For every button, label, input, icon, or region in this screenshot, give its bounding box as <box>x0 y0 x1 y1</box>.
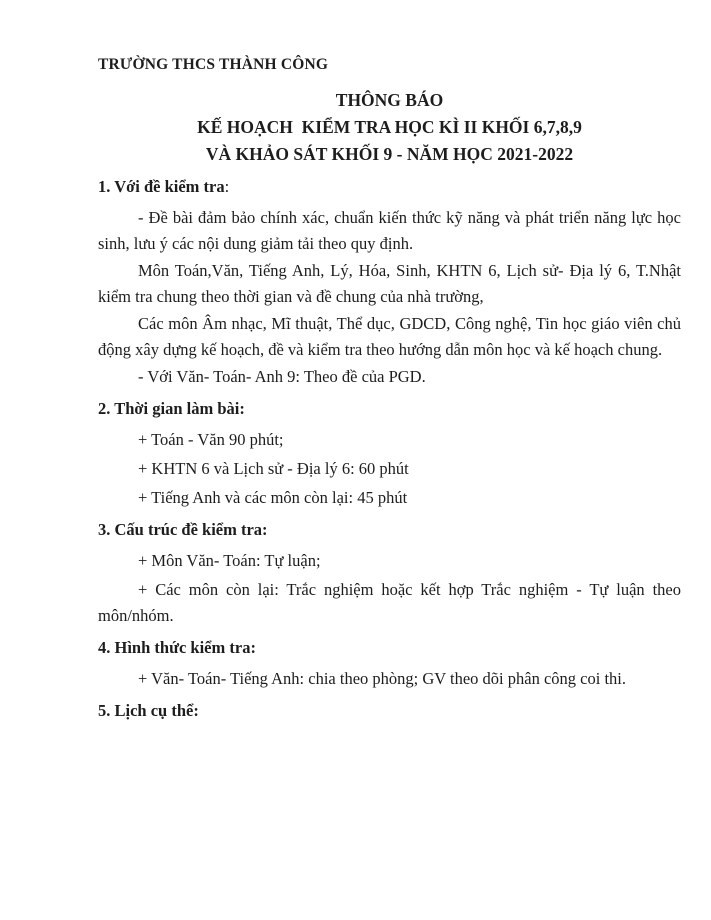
section-3-item-2: + Các môn còn lại: Trắc nghiệm hoặc kết hợp Trắc nghiệm - Tự luận theo môn/nhóm. <box>98 580 686 625</box>
section-2-heading: 2. Thời gian làm bài: <box>98 399 245 418</box>
notice-subtitle-line1: KẾ HOẠCH KIỂM TRA HỌC KÌ II KHỐI 6,7,8,9 <box>197 117 582 137</box>
section-1-heading-text: 1. Với đề kiểm tra <box>98 177 225 196</box>
section-2-item-1: + Toán - Văn 90 phút; <box>138 430 284 449</box>
section-4-heading: 4. Hình thức kiểm tra: <box>98 638 256 657</box>
section-1-heading <box>98 174 681 200</box>
section-1-paragraph-2: Môn Toán,Văn, Tiếng Anh, Lý, Hóa, Sinh, KHTN 6, Lịch sử- Địa lý 6, T.Nhật kiểm tra chung theo thời gian và đề chung của nhà trường, <box>98 261 690 306</box>
school-name: TRƯỜNG THCS THÀNH CÔNG <box>98 56 329 73</box>
section-3-item-1: + Môn Văn- Toán: Tự luận; <box>138 551 321 570</box>
title-block <box>98 87 681 168</box>
section-2-item-2: + KHTN 6 và Lịch sử - Địa lý 6: 60 phút <box>138 459 409 478</box>
section-3-heading: 3. Cấu trúc đề kiểm tra: <box>98 520 268 539</box>
section-1-paragraph-3: Các môn Âm nhạc, Mĩ thuật, Thể dục, GDCD, Công nghệ, Tin học giáo viên chủ động xây dựng kế hoạch, đề và kiểm tra theo hướng dẫn môn học và kế hoạch chung. <box>98 314 686 359</box>
section-4-item-1: + Văn- Toán- Tiếng Anh: chia theo phòng; GV theo dõi phân công coi thi. <box>138 669 626 688</box>
section-1-paragraph-1: - Đề bài đảm bảo chính xác, chuẩn kiến thức kỹ năng và phát triển năng lực học sinh, lưu ý các nội dung giảm tải theo quy định. <box>98 208 686 253</box>
notice-subtitle-line2: VÀ KHẢO SÁT KHỐI 9 - NĂM HỌC 2021-2022 <box>205 144 574 164</box>
notice-title: THÔNG BÁO <box>335 90 444 110</box>
section-1-heading-colon: : <box>224 177 230 196</box>
section-5-heading: 5. Lịch cụ thể: <box>98 701 199 720</box>
section-1-paragraph-4: - Với Văn- Toán- Anh 9: Theo đề của PGD. <box>138 367 426 386</box>
section-2-item-3: + Tiếng Anh và các môn còn lại: 45 phút <box>138 488 408 507</box>
